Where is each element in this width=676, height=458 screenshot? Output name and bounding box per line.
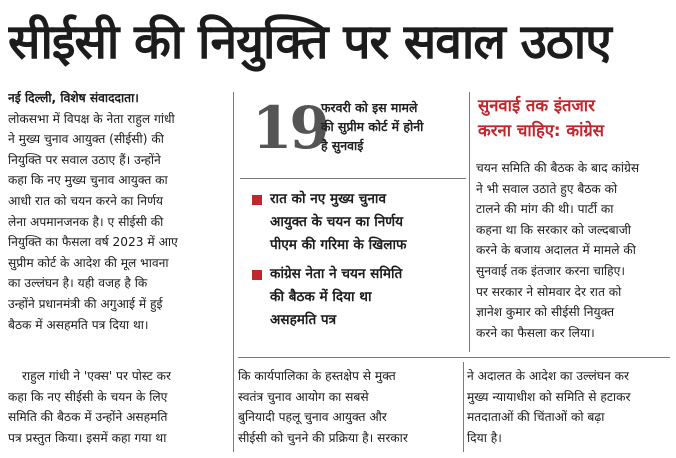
bullet-square-icon [252,270,262,280]
text-line: समिति की बैठक में उन्होंने असहमति [8,410,168,425]
text-line: नियुक्ति पर सवाल उठाए हैं। उन्होंने [8,152,161,167]
bullet-line: कांग्रेस नेता ने चयन समिति [270,266,403,282]
text-line: ने मुख्य चुनाव आयुक्त (सीईसी) की [8,132,164,147]
text-line: नई दिल्ली, विशेष संवाददाता। [8,91,139,105]
bullet-line: पीएम की गरिमा के खिलाफ [270,237,407,253]
text-line: ने भी सवाल उठाते हुए बैठक को [476,181,618,196]
pull-quote-line: की सुप्रीम कोर्ट में होनी [321,119,424,134]
text-line: का उल्लंघन है। यही वजह है कि [8,276,148,291]
text-line: सीईसी को चुनने की प्रक्रिया है। सरकार [238,430,408,445]
pull-quote-number: 19 [252,94,327,162]
pull-quote [246,95,466,165]
text-line: कहना था कि सरकार को जल्दबाजी [476,222,631,237]
text-line: करने का फैसला कर लिया। [476,325,595,340]
bullet-line: की बैठक में दिया था [270,289,372,305]
pull-quote-line: फरवरी को इस मामले [321,100,418,115]
text-line: कहा कि नए सीईसी के चयन के लिए [8,389,168,404]
pull-quote-text [321,98,469,155]
text-line: सुनवाई तक इंतजार करना चाहिए। [476,263,625,278]
text-line: स्वतंत्र चुनाव आयोग का सबसे [238,389,369,404]
text-line: नियुक्ति का फैसला वर्ष 2023 में आए [8,235,178,250]
text-line: उन्होंने प्रधानमंत्री की अगुआई में हुई [8,296,163,311]
sidebar-heading-line: सुनवाई तक इंतजार [478,96,595,115]
text-line: ने अदालत के आदेश का उल्लंघन कर [467,369,629,383]
highlight-bullets [250,188,464,338]
bullet-line: रात को नए मुख्य चुनाव [270,191,387,207]
text-line: करने के बजाय अदालत में मामले की [476,243,636,258]
text-line: दिया है। [467,430,502,445]
text-line: ज्ञानेश कुमार को सीईसी नियुक्त [476,305,615,320]
column-divider [469,92,470,352]
text-line: बुनियादी पहलू चुनाव आयुक्त और [238,410,387,425]
text-line: चयन समिति की बैठक के बाद कांग्रेस [476,161,640,175]
section-divider [238,357,670,358]
section-divider [240,178,466,179]
text-line: कहा कि नए मुख्य चुनाव आयुक्त का [8,173,168,188]
text-line: राहुल गांधी ने 'एक्स' पर पोस्ट कर [22,369,172,383]
text-line: टालने की मांग की थी। पार्टी का [476,202,614,217]
text-line: लेना अपमानजनक है। ए सीईसी की [8,214,164,229]
pull-quote-line: है सुनवाई [321,138,364,153]
bullet-item [250,263,464,332]
text-line: लोकसभा में विपक्ष के नेता राहुल गांधी [8,111,175,126]
text-line: पर सरकार ने सोमवार देर रात को [476,284,622,299]
text-line: पत्र प्रस्तुत किया। इसमें कहा गया था [8,430,167,445]
text-line: मतदाताओं की चिंताओं को बढ़ा [467,410,605,425]
text-line: सुप्रीम कोर्ट के आदेश की मूल भावना [8,255,169,270]
text-line: बैठक में असहमति पत्र दिया था। [8,317,149,332]
middle-column-bottom [238,366,460,448]
bullet-line: असहमति पत्र [270,312,337,328]
text-line: मुख्य न्यायाधीश को समिति से हटाकर [467,389,631,404]
bullet-item [250,188,464,257]
bullet-line: आयुक्त के चयन का निर्णय [270,214,403,230]
left-column-top [8,88,226,335]
text-line: कि कार्यपालिका के हस्तक्षेप से मुक्त [238,369,396,383]
bullet-square-icon [252,195,262,205]
sidebar-heading-line: करना चाहिए: कांग्रेस [478,121,604,140]
left-column-bottom [8,366,226,448]
text-line: आधी रात को चयन करने का निर्णय [8,193,163,208]
headline: सीईसी की नियुक्ति पर सवाल उठाए [8,14,611,70]
column-divider [463,362,464,452]
right-column-bottom [467,366,673,448]
sidebar-body [476,158,672,343]
column-divider [233,92,234,452]
sidebar-heading [478,93,670,143]
